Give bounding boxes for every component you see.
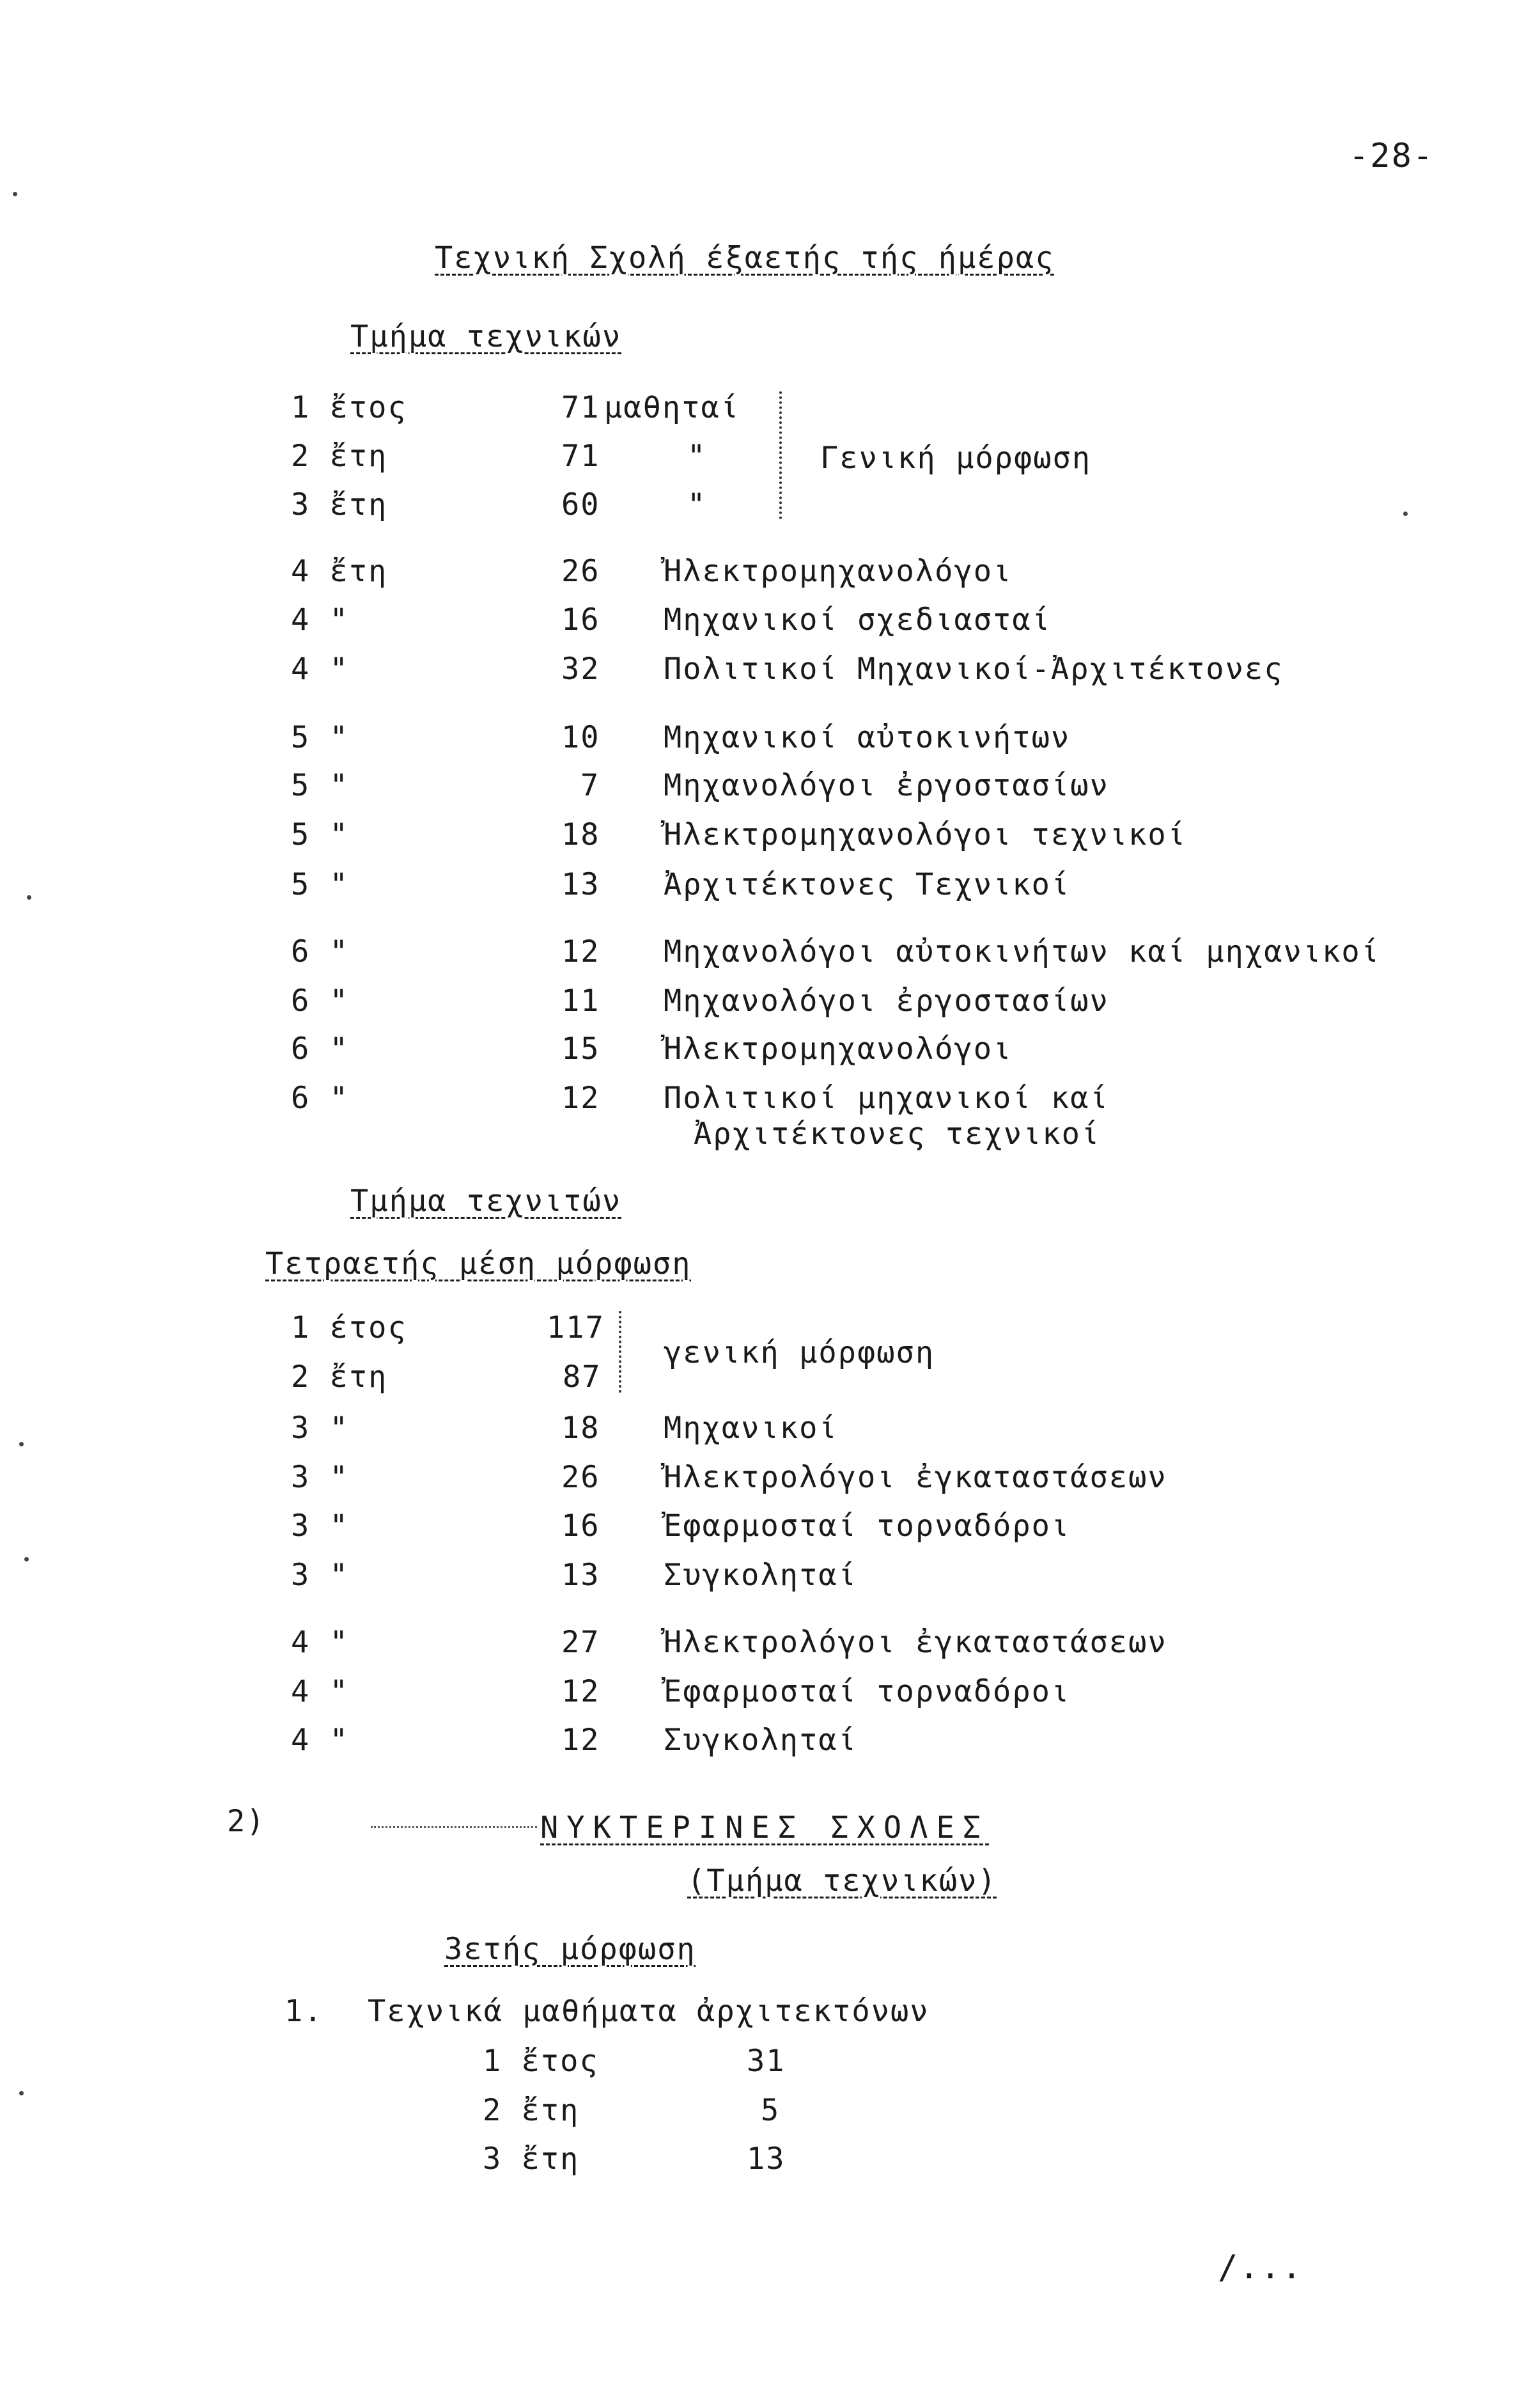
count-cell: 11 — [561, 983, 600, 1019]
year-cell: 3 " — [291, 1411, 349, 1446]
brace — [612, 1311, 621, 1393]
count-cell: 26 — [561, 554, 600, 589]
count-cell: 26 — [561, 1460, 600, 1495]
year-cell: 5 " — [291, 720, 349, 755]
category-cell: Μηχανολόγοι ἐργοστασίων — [664, 983, 1109, 1019]
year-cell: 6 " — [291, 1081, 349, 1116]
year-cell: 1 ἔτος — [291, 390, 407, 425]
category-cell: Πολιτικοί μηχανικοί καί — [664, 1081, 1109, 1116]
category-cell: Μηχανικοί σχεδιασταί — [664, 602, 1051, 638]
count-cell: 12 — [561, 1081, 600, 1116]
brace-label: γενική μόρφωση — [664, 1335, 935, 1370]
year-cell: 4 " — [291, 1723, 349, 1758]
ditto-mark: " — [687, 439, 707, 474]
count-cell: 60 — [561, 487, 600, 522]
section-heading-technicians: Τμήμα τεχνικών — [350, 319, 622, 354]
category-continuation: Ἀρχιτέκτονες τεχνικοί — [694, 1116, 1101, 1152]
year-cell: 5 " — [291, 867, 349, 902]
section-subtitle: (Τμήμα τεχνικών) — [687, 1863, 997, 1898]
category-cell: Ἠλεκτρομηχανολόγοι — [664, 1031, 1013, 1067]
count-cell: 12 — [561, 1723, 600, 1758]
count-cell: 7 — [580, 768, 600, 803]
count-cell: 10 — [561, 720, 600, 755]
year-cell: 2 ἔτη — [291, 1359, 388, 1395]
count-cell: 16 — [561, 1508, 600, 1544]
count-cell: 16 — [561, 602, 600, 638]
year-cell: 2 ἔτη — [483, 2093, 580, 2128]
leader-dots — [371, 1826, 537, 1828]
year-cell: 3 " — [291, 1508, 349, 1544]
year-cell: 5 " — [291, 768, 349, 803]
category-cell: Συγκοληταί — [664, 1558, 857, 1593]
year-cell: 6 " — [291, 934, 349, 969]
count-cell: 13 — [561, 867, 600, 902]
count-cell: 12 — [561, 1674, 600, 1709]
section-heading-craftsmen: Τμήμα τεχνιτών — [350, 1184, 622, 1219]
year-cell: 5 " — [291, 817, 349, 852]
year-cell: 1 έτος — [291, 1310, 407, 1345]
year-cell: 4 " — [291, 1674, 349, 1709]
category-cell: Μηχανολόγοι αὐτοκινήτων καί μηχανικοί — [664, 934, 1380, 969]
scan-speck — [27, 895, 31, 900]
scan-speck — [19, 2091, 24, 2095]
section-title: ΝΥΚΤΕΡΙΝΕΣ ΣΧΟΛΕΣ — [540, 1810, 990, 1845]
year-cell: 6 " — [291, 983, 349, 1019]
count-cell: 31 — [747, 2044, 786, 2079]
list-number: 1. — [284, 1994, 323, 2029]
category-cell: Ἐφαρμοσταί τορναδόροι — [664, 1674, 1071, 1709]
year-cell: 3 " — [291, 1558, 349, 1593]
continuation-mark: /... — [1218, 2248, 1303, 2287]
category-cell: Ἠλεκτρομηχανολόγοι — [664, 554, 1013, 589]
category-cell: μαθηταί — [604, 390, 740, 425]
scan-speck — [1403, 512, 1408, 516]
count-cell: 13 — [561, 1558, 600, 1593]
year-cell: 3 ἔτη — [483, 2141, 580, 2177]
year-cell: 6 " — [291, 1031, 349, 1067]
year-cell: 4 " — [291, 1625, 349, 1660]
category-cell: Μηχανολόγοι ἐργοστασίων — [664, 768, 1109, 803]
year-cell: 3 " — [291, 1460, 349, 1495]
year-cell: 4 " — [291, 652, 349, 687]
page-number: -28- — [1349, 137, 1435, 175]
count-cell: 12 — [561, 934, 600, 969]
count-cell: 87 — [563, 1359, 602, 1395]
scan-speck — [19, 1442, 24, 1446]
ditto-mark: " — [687, 487, 707, 522]
item-number: 2) — [227, 1804, 266, 1839]
count-cell: 5 — [761, 2093, 781, 2128]
category-cell: Ἐφαρμοσταί τορναδόροι — [664, 1508, 1071, 1544]
year-cell: 4 " — [291, 602, 349, 638]
count-cell: 32 — [561, 652, 600, 687]
category-cell: Ἠλεκτρομηχανολόγοι τεχνικοί — [664, 817, 1187, 852]
list-item-label: Τεχνικά μαθήματα ἀρχιτεκτόνων — [368, 1994, 929, 2029]
count-cell: 117 — [547, 1310, 605, 1345]
category-cell: Ἠλεκτρολόγοι ἐγκαταστάσεων — [664, 1460, 1167, 1495]
category-cell: Πολιτικοί Μηχανικοί-Ἀρχιτέκτονες — [664, 652, 1284, 687]
year-cell: 4 ἔτη — [291, 554, 388, 589]
count-cell: 18 — [561, 817, 600, 852]
count-cell: 18 — [561, 1411, 600, 1446]
count-cell: 15 — [561, 1031, 600, 1067]
category-cell: Μηχανικοί — [664, 1411, 838, 1446]
duration-heading: 3ετής μόρφωση — [444, 1932, 696, 1967]
page-title: Τεχνική Σχολή έξαετής τής ήμέρας — [435, 240, 1055, 276]
year-cell: 3 ἔτη — [291, 487, 388, 522]
section-subheading: Τετραετής μέση μόρφωση — [265, 1246, 692, 1281]
scan-speck — [13, 192, 17, 196]
brace-label: Γενική μόρφωση — [820, 441, 1092, 476]
brace — [770, 391, 782, 519]
year-cell: 2 ἔτη — [291, 439, 388, 474]
year-cell: 1 ἔτος — [483, 2044, 599, 2079]
scan-speck — [24, 1557, 29, 1561]
category-cell: Συγκοληταί — [664, 1723, 857, 1758]
category-cell: Ἠλεκτρολόγοι ἐγκαταστάσεων — [664, 1625, 1167, 1660]
count-cell: 27 — [561, 1625, 600, 1660]
count-cell: 13 — [747, 2141, 786, 2177]
category-cell: Ἀρχιτέκτονες Τεχνικοί — [664, 867, 1071, 902]
category-cell: Μηχανικοί αὐτοκινήτων — [664, 720, 1071, 755]
count-cell: 71 — [561, 439, 600, 474]
count-cell: 71 — [561, 390, 600, 425]
